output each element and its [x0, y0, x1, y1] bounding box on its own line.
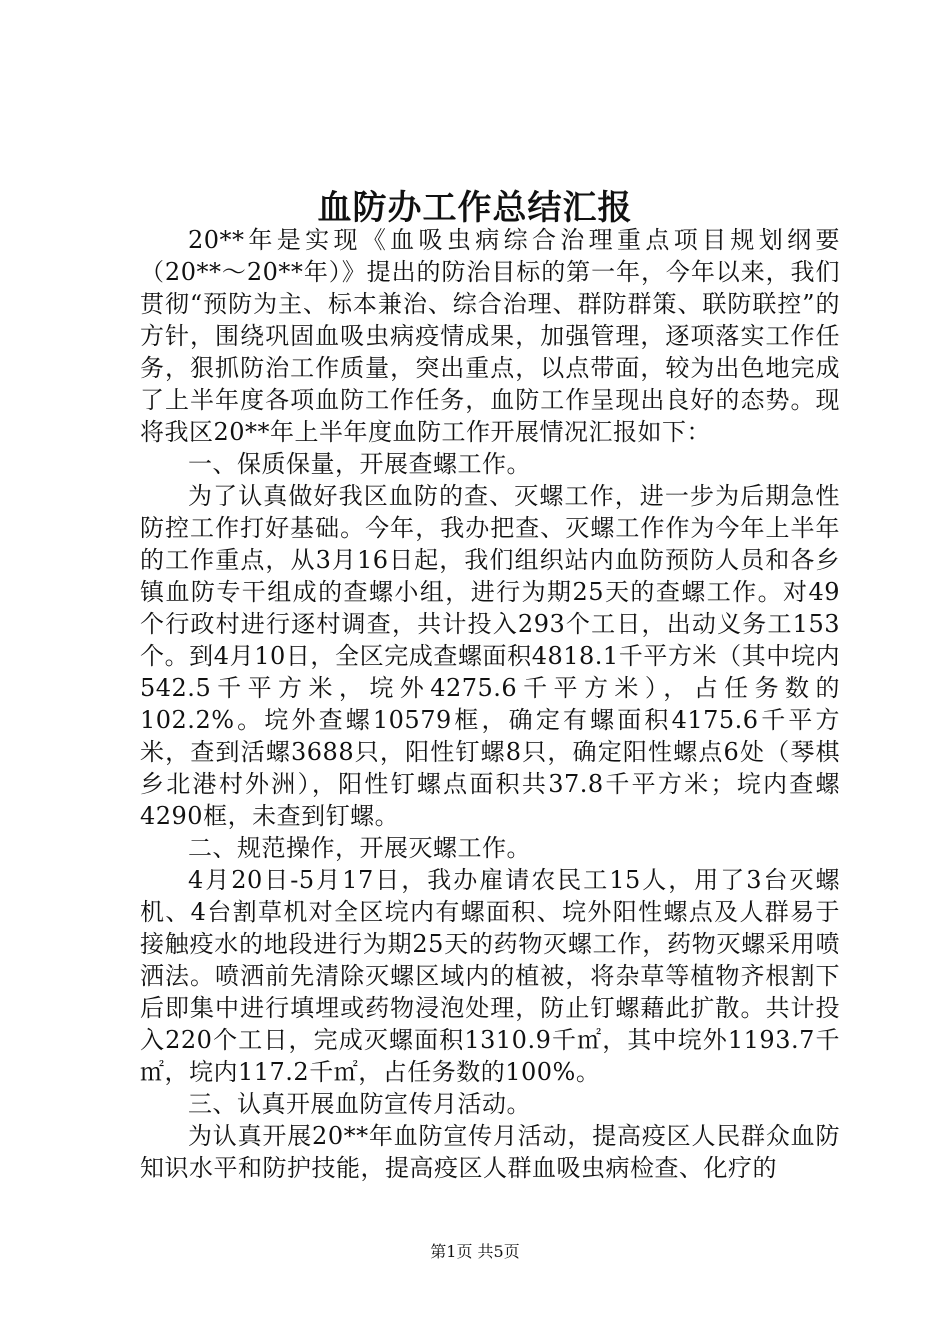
- section-heading-3: 三、认真开展血防宣传月活动。: [188, 1090, 531, 1118]
- section-3-paragraph: 为认真开展20**年血防宣传月活动，提高疫区人民群众血防知识水平和防护技能，提高疫区人群血吸虫病检查、化疗的: [140, 1122, 840, 1182]
- section-2-paragraph: 4月20日-5月17日，我办雇请农民工15人，用了3台灭螺机、4台割草机对全区垸内有螺面积、垸外阳性螺点及人群易于接触疫水的地段进行为期25天的药物灭螺工作，药物灭螺采用喷洒法。喷洒前先清除灭螺区域内的植被，将杂草等植物齐根割下后即集中进行填埋或药物浸泡处理，防止钉螺藉此扩散。共计投入220个工日，完成灭螺面积1310.9千㎡，其中垸外1193.7千㎡，垸内117.2千㎡，占任务数的100%。: [140, 866, 840, 1086]
- section-heading-2: 二、规范操作，开展灭螺工作。: [188, 834, 531, 862]
- document-body: [140, 224, 840, 1184]
- page-number: 第1页 共5页: [430, 1242, 520, 1261]
- document-title: 血防办工作总结汇报: [317, 188, 633, 228]
- section-1-paragraph: 为了认真做好我区血防的查、灭螺工作，进一步为后期急性防控工作打好基础。今年，我办把查、灭螺工作作为今年上半年的工作重点，从3月16日起，我们组织站内血防预防人员和各乡镇血防专干组成的查螺小组，进行为期25天的查螺工作。对49个行政村进行逐村调查，共计投入293个工日，出动义务工153个。到4月10日，全区完成查螺面积4818.1千平方米（其中垸内542.5千平方米，垸外4275.6千平方米），占任务数的102.2%。垸外查螺10579框，确定有螺面积4175.6千平方米，查到活螺3688只，阳性钉螺8只，确定阳性螺点6处（琴棋乡北港村外洲），阳性钉螺点面积共37.8千平方米；垸内查螺4290框，未查到钉螺。: [140, 482, 840, 830]
- intro-paragraph: 20**年是实现《血吸虫病综合治理重点项目规划纲要（20**～20**年）》提出的防治目标的第一年，今年以来，我们贯彻“预防为主、标本兼治、综合治理、群防群策、联防联控”的方针，围绕巩固血吸虫病疫情成果，加强管理，逐项落实工作任务，狠抓防治工作质量，突出重点，以点带面，较为出色地完成了上半年度各项血防工作任务，血防工作呈现出良好的态势。现将我区20**年上半年度血防工作开展情况汇报如下：: [140, 226, 840, 446]
- section-heading-1: 一、保质保量，开展查螺工作。: [188, 450, 531, 478]
